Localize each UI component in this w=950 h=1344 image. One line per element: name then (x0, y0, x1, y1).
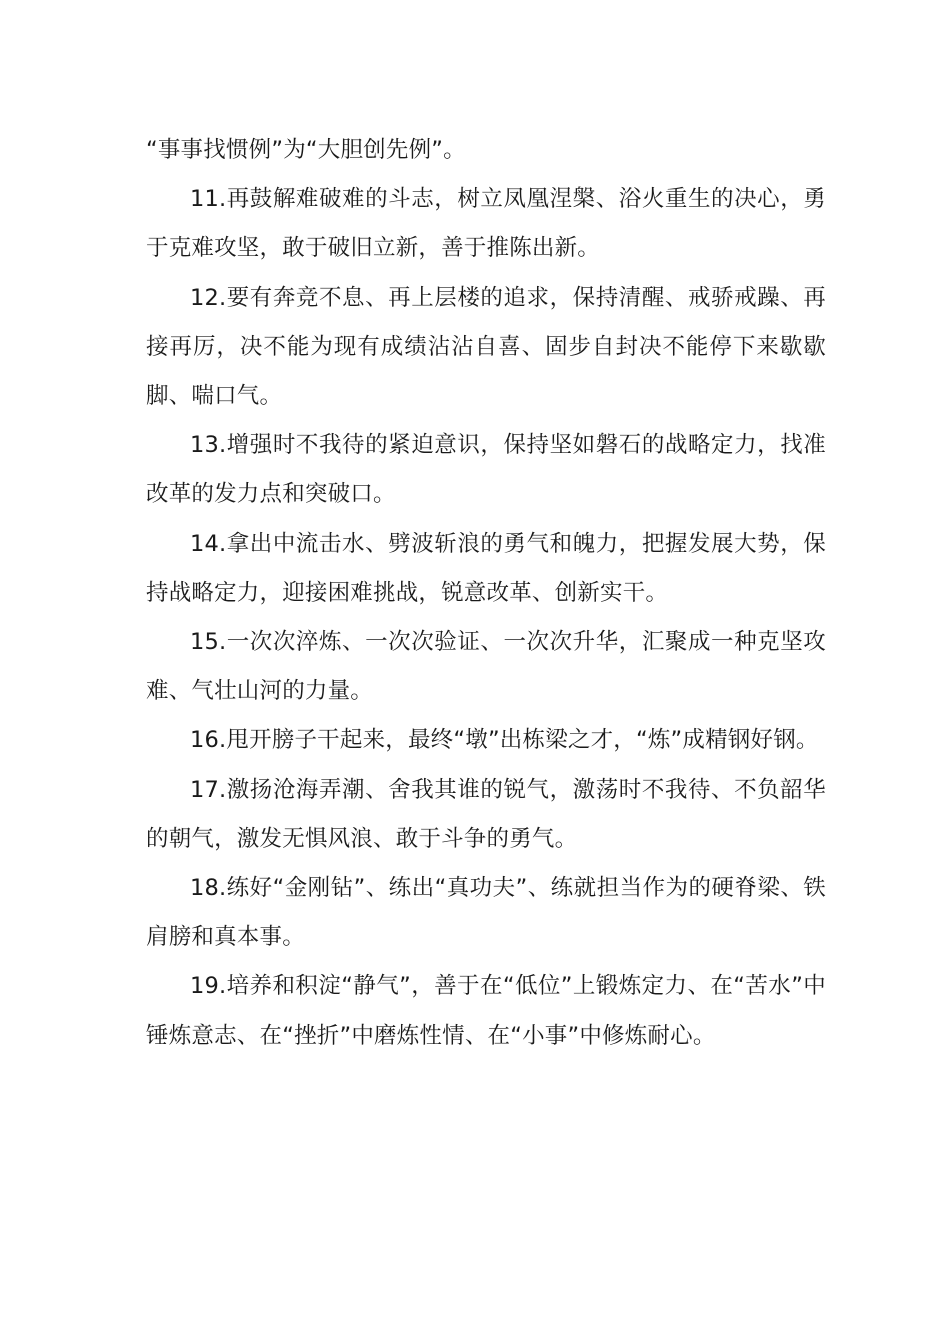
document-body (146, 126, 826, 1061)
paragraph-item-11: 11.再鼓解难破难的斗志，树立凤凰涅槃、浴火重生的决心，勇于克难攻坚，敢于破旧立新，善于推陈出新。 (146, 186, 826, 262)
paragraph-item-12: 12.要有奔竞不息、再上层楼的追求，保持清醒、戒骄戒躁、再接再厉，决不能为现有成绩沾沾自喜、固步自封决不能停下来歇歇脚、喘口气。 (146, 284, 826, 410)
paragraph-item-17: 17.激扬沧海弄潮、舍我其谁的锐气，激荡时不我待、不负韶华的朝气，激发无惧风浪、敢于斗争的勇气。 (146, 776, 826, 852)
paragraph-continuation: “事事找惯例”为“大胆创先例”。 (146, 137, 466, 163)
paragraph-item-15: 15.一次次淬炼、一次次验证、一次次升华，汇聚成一种克坚攻难、气壮山河的力量。 (146, 629, 826, 705)
paragraph-item-14: 14.拿出中流击水、劈波斩浪的勇气和魄力，把握发展大势，保持战略定力，迎接困难挑战，锐意改革、创新实干。 (146, 530, 826, 606)
paragraph-item-19: 19.培养和积淀“静气”，善于在“低位”上锻炼定力、在“苦水”中锤炼意志、在“挫折”中磨炼性情、在“小事”中修炼耐心。 (146, 973, 826, 1049)
paragraph-item-18: 18.练好“金刚钻”、练出“真功夫”、练就担当作为的硬脊梁、铁肩膀和真本事。 (146, 875, 826, 951)
paragraph-item-13: 13.增强时不我待的紧迫意识，保持坚如磐石的战略定力，找准改革的发力点和突破口。 (146, 432, 826, 508)
paragraph-item-16: 16.甩开膀子干起来，最终“墩”出栋梁之才，“炼”成精钢好钢。 (190, 727, 819, 754)
